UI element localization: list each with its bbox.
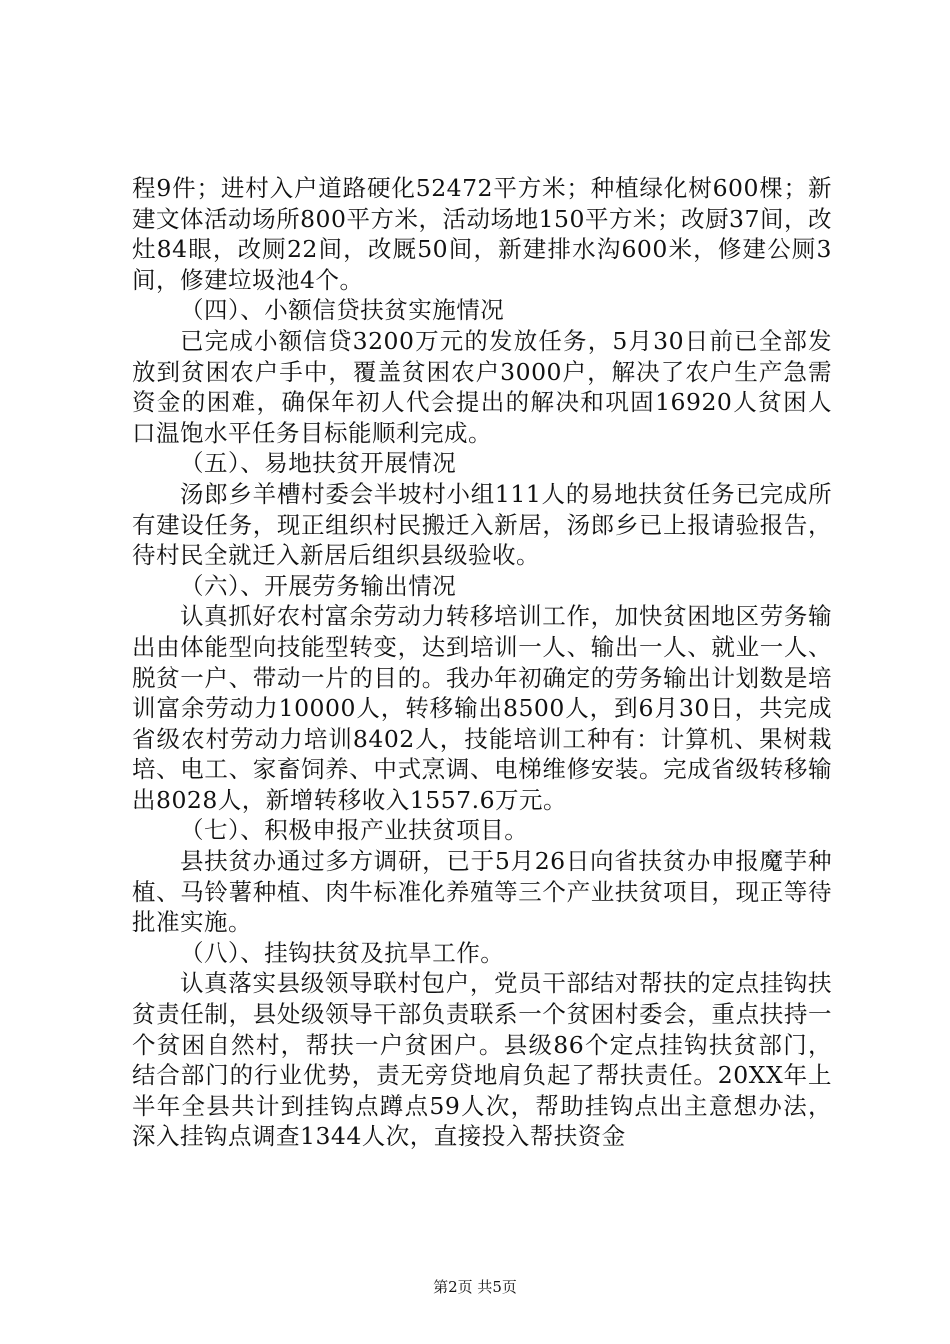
section-heading-8: （八）、挂钩扶贫及抗旱工作。 — [180, 938, 505, 967]
section-heading-5: （五）、易地扶贫开展情况 — [180, 449, 457, 478]
section-heading-7: （七）、积极申报产业扶贫项目。 — [180, 816, 529, 845]
paragraph-relocation: 汤郎乡羊槽村委会半坡村小组111人的易地扶贫任务已完成所有建设任务，现正组织村民搬迁入新居，汤郎乡已上报请验报告，待村民全就迁入新居后组织县级验收。 — [132, 479, 832, 570]
paragraph-labor-export: 认真抓好农村富余劳动力转移培训工作，加快贫困地区劳务输出由体能型向技能型转变，达到培训一人、输出一人、就业一人、脱贫一户、带动一片的目的。我办年初确定的劳务输出计划数是培训富余劳动力10000人，转移输出8500人，到6月30日，共完成省级农村劳动力培训8402人，技能培训工种有：计算机、果树栽培、电工、家畜饲养、中式烹调、电梯维修安装。完成省级转移输出8028人，新增转移收入1557.6万元。 — [132, 602, 832, 814]
paragraph-microcredit: 已完成小额信贷3200万元的发放任务，5月30日前已全部发放到贫困农户手中，覆盖贫困农户3000户，解决了农户生产急需资金的困难，确保年初人代会提出的解决和巩固16920人贫困人口温饱水平任务目标能顺利完成。 — [132, 326, 832, 447]
page-number-footer: 第2页 共5页 — [433, 1278, 517, 1296]
paragraph-paired-assistance: 认真落实县级领导联村包户，党员干部结对帮扶的定点挂钩扶贫责任制，县处级领导干部负责联系一个贫困村委会，重点扶持一个贫困自然村，帮扶一户贫困户。县级86个定点挂钩扶贫部门，结合部门的行业优势，责无旁贷地肩负起了帮扶责任。20XX年上半年全县共计到挂钩点蹲点59人次，帮助挂钩点出主意想办法，深入挂钩点调查1344人次，直接投入帮扶资金 — [132, 969, 832, 1151]
paragraph-continued: 程9件；进村入户道路硬化52472平方米；种植绿化树600棵；新建文体活动场所800平方米，活动场地150平方米；改厨37间，改灶84眼，改厕22间，改厩50间，新建排水沟600米，修建公厕3间，修建垃圾池4个。 — [132, 174, 832, 294]
paragraph-industry-projects: 县扶贫办通过多方调研，已于5月26日向省扶贫办申报魔芋种植、马铃薯种植、肉牛标准化养殖等三个产业扶贫项目，现正等待批准实施。 — [132, 847, 832, 937]
section-heading-4: （四）、小额信贷扶贫实施情况 — [180, 296, 505, 325]
document-body — [132, 173, 832, 1152]
section-heading-6: （六）、开展劳务输出情况 — [180, 571, 457, 600]
